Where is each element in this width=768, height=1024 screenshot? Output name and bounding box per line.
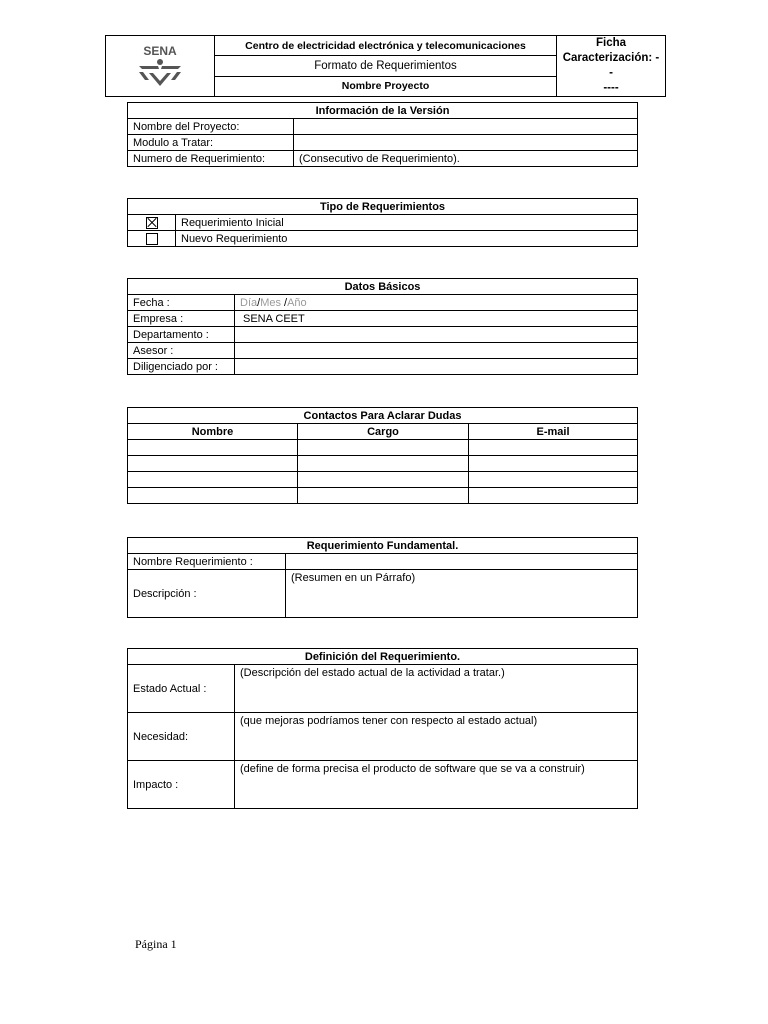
nuevo-requerimiento-label: Nuevo Requerimiento bbox=[176, 231, 638, 247]
table-row bbox=[128, 456, 638, 472]
nombre-cell[interactable] bbox=[128, 488, 298, 504]
cargo-cell[interactable] bbox=[298, 440, 469, 456]
sena-logo-icon bbox=[125, 42, 195, 88]
email-cell[interactable] bbox=[469, 440, 638, 456]
cargo-cell[interactable] bbox=[298, 456, 469, 472]
tipo-table bbox=[127, 198, 638, 247]
project-name-label: Nombre del Proyecto: bbox=[128, 119, 294, 135]
email-cell[interactable] bbox=[469, 472, 638, 488]
email-cell[interactable] bbox=[469, 488, 638, 504]
requirement-number-field[interactable]: (Consecutivo de Requerimiento). bbox=[294, 151, 638, 167]
table-row bbox=[128, 488, 638, 504]
nuevo-requerimiento-checkbox[interactable] bbox=[146, 233, 158, 245]
impacto-field[interactable]: (define de forma precisa el producto de software que se va a construir) bbox=[235, 761, 638, 809]
requerimiento-inicial-checkbox[interactable] bbox=[146, 217, 158, 229]
project-name-field[interactable] bbox=[294, 119, 638, 135]
fundamental-table bbox=[127, 537, 638, 618]
contactos-title: Contactos Para Aclarar Dudas bbox=[128, 408, 638, 424]
nombre-requerimiento-field[interactable] bbox=[286, 554, 638, 570]
page-number: Página 1 bbox=[135, 937, 177, 951]
table-row bbox=[128, 440, 638, 456]
requirement-number-label: Numero de Requerimiento: bbox=[128, 151, 294, 167]
nombre-requerimiento-label: Nombre Requerimiento : bbox=[128, 554, 286, 570]
departamento-label: Departamento : bbox=[128, 327, 235, 343]
table-row bbox=[128, 472, 638, 488]
fecha-mes: Mes bbox=[260, 296, 281, 309]
fecha-anio: Año bbox=[287, 296, 307, 309]
module-field[interactable] bbox=[294, 135, 638, 151]
column-header-cargo: Cargo bbox=[298, 424, 469, 440]
email-cell[interactable] bbox=[469, 456, 638, 472]
ficha-caracterizacion: Caracterización: -- bbox=[562, 52, 660, 79]
estado-actual-field[interactable]: (Descripción del estado actual de la actividad a tratar.) bbox=[235, 665, 638, 713]
diligenciado-field[interactable] bbox=[235, 359, 638, 375]
requerimiento-inicial-label: Requerimiento Inicial bbox=[176, 215, 638, 231]
format-title: Formato de Requerimientos bbox=[215, 56, 557, 76]
column-header-nombre: Nombre bbox=[128, 424, 298, 440]
asesor-field[interactable] bbox=[235, 343, 638, 359]
necesidad-label: Necesidad: bbox=[128, 713, 235, 761]
fecha-field[interactable]: Día/Mes /Año bbox=[235, 295, 638, 311]
ficha-cell bbox=[557, 36, 666, 97]
checkbox-cell bbox=[128, 215, 176, 231]
fecha-label: Fecha : bbox=[128, 295, 235, 311]
column-header-email: E-mail bbox=[469, 424, 638, 440]
center-name: Centro de electricidad electrónica y telecomunicaciones bbox=[215, 36, 557, 56]
checkbox-cell bbox=[128, 231, 176, 247]
project-name: Nombre Proyecto bbox=[215, 76, 557, 96]
ficha-label: Ficha bbox=[595, 37, 627, 49]
nombre-cell[interactable] bbox=[128, 456, 298, 472]
fundamental-title: Requerimiento Fundamental. bbox=[128, 538, 638, 554]
sena-logo bbox=[106, 36, 215, 97]
cargo-cell[interactable] bbox=[298, 472, 469, 488]
definicion-title: Definición del Requerimiento. bbox=[128, 649, 638, 665]
necesidad-field[interactable]: (que mejoras podríamos tener con respecto al estado actual) bbox=[235, 713, 638, 761]
version-title: Información de la Versión bbox=[128, 103, 638, 119]
descripcion-label: Descripción : bbox=[128, 570, 286, 618]
svg-text:SENA: SENA bbox=[143, 43, 177, 58]
empresa-field[interactable]: SENA CEET bbox=[235, 311, 638, 327]
fecha-dia: Día bbox=[240, 296, 258, 309]
datos-table bbox=[127, 278, 638, 375]
nombre-cell[interactable] bbox=[128, 472, 298, 488]
cargo-cell[interactable] bbox=[298, 488, 469, 504]
module-label: Modulo a Tratar: bbox=[128, 135, 294, 151]
estado-actual-label: Estado Actual : bbox=[128, 665, 235, 713]
descripcion-field[interactable]: (Resumen en un Párrafo) bbox=[286, 570, 638, 618]
ficha-dashes: ---- bbox=[603, 82, 619, 94]
tipo-title: Tipo de Requerimientos bbox=[128, 199, 638, 215]
document-header bbox=[105, 35, 666, 97]
definicion-table bbox=[127, 648, 638, 809]
datos-title: Datos Básicos bbox=[128, 279, 638, 295]
contactos-table bbox=[127, 407, 638, 504]
asesor-label: Asesor : bbox=[128, 343, 235, 359]
diligenciado-label: Diligenciado por : bbox=[128, 359, 235, 375]
departamento-field[interactable] bbox=[235, 327, 638, 343]
impacto-label: Impacto : bbox=[128, 761, 235, 809]
version-table bbox=[127, 102, 638, 167]
nombre-cell[interactable] bbox=[128, 440, 298, 456]
empresa-label: Empresa : bbox=[128, 311, 235, 327]
